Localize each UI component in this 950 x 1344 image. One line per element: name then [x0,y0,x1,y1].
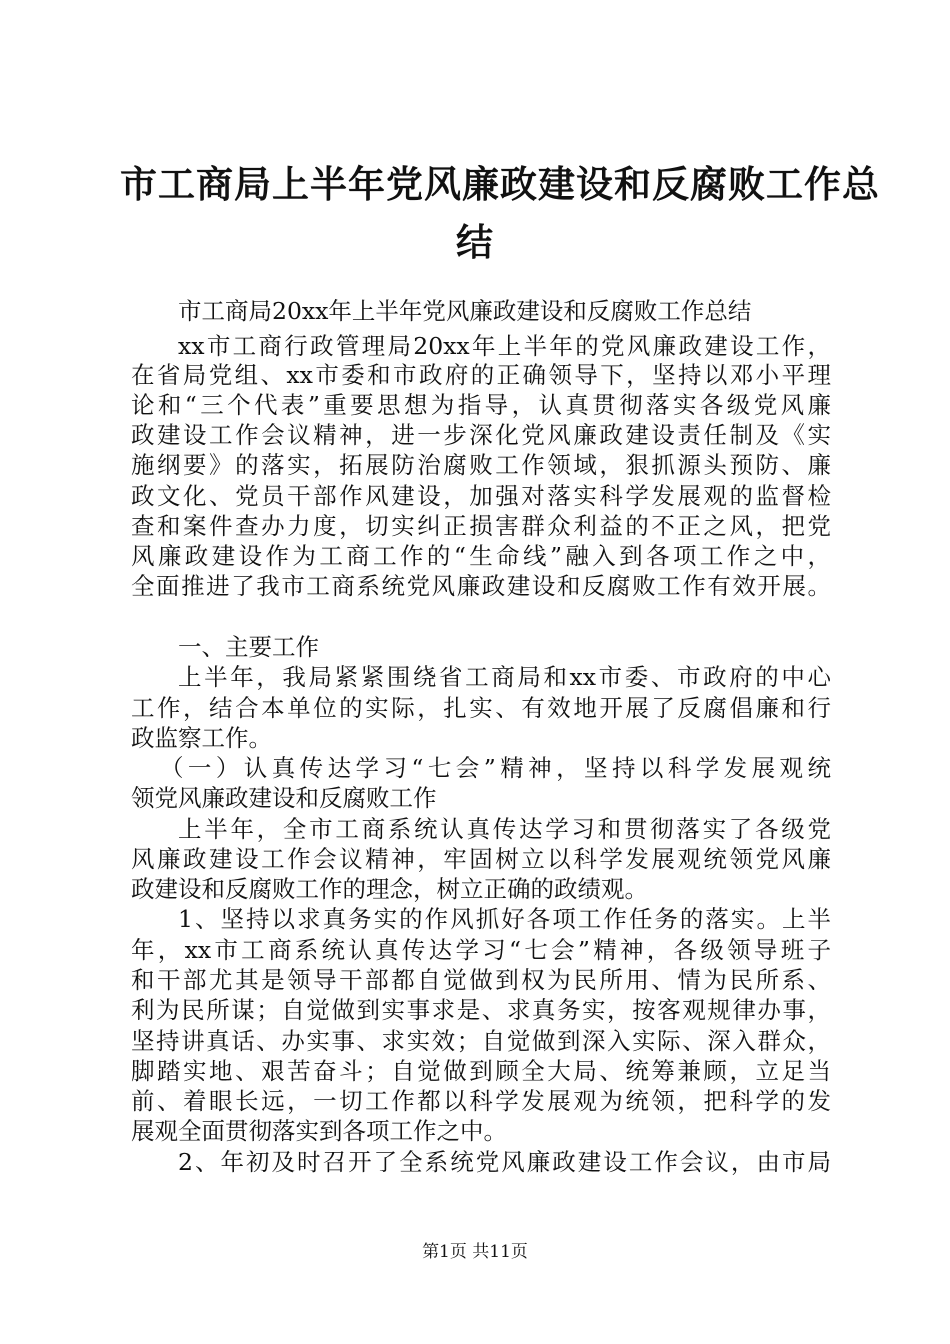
body-line: 脚踏实地、艰苦奋斗；自觉做到顾全大局、统筹兼顾，立足当 [131,1057,831,1085]
body-line: 和干部尤其是领导干部都自觉做到权为民所用、情为民所系、 [131,966,831,994]
page-number-footer: 第1页 共11页 [422,1242,528,1262]
document-title-line-2: 结 [456,220,494,264]
body-line: 工作，结合本单位的实际，扎实、有效地开展了反腐倡廉和行 [131,694,831,722]
body-line: 利为民所谋；自觉做到实事求是、求真务实，按客观规律办事， [131,996,831,1024]
section-heading: 一、主要工作 [178,633,319,661]
body-line: 上半年，我局紧紧围绕省工商局和xx市委、市政府的中心 [178,663,831,691]
subtitle-line: 市工商局20xx年上半年党风廉政建设和反腐败工作总结 [178,297,752,325]
body-line: 坚持讲真话、办实事、求实效；自觉做到深入实际、深入群众， [131,1027,831,1055]
body-line: 年，xx市工商系统认真传达学习“七会”精神，各级领导班子 [131,936,831,964]
body-line: 查和案件查办力度，切实纠正损害群众利益的不正之风，把党 [131,512,831,540]
body-line: 政建设和反腐败工作的理念，树立正确的政绩观。 [131,875,648,903]
subsection-heading: （一）认真传达学习“七会”精神，坚持以科学发展观统 [160,754,831,782]
body-line: 风廉政建设作为工商工作的“生命线”融入到各项工作之中， [131,542,831,570]
body-line: 2、年初及时召开了全系统党风廉政建设工作会议，由市局 [178,1148,831,1176]
body-line: 政文化、党员干部作风建设，加强对落实科学发展观的监督检 [131,482,831,510]
body-line: 政建设工作会议精神，进一步深化党风廉政建设责任制及《实 [131,421,831,449]
body-line: 风廉政建设工作会议精神，牢固树立以科学发展观统领党风廉 [131,845,831,873]
body-line: xx市工商行政管理局20xx年上半年的党风廉政建设工作， [178,332,831,360]
body-line: 展观全面贯彻落实到各项工作之中。 [131,1117,507,1145]
body-line: 论和“三个代表”重要思想为指导，认真贯彻落实各级党风廉 [131,391,831,419]
subsection-heading: 领党风廉政建设和反腐败工作 [131,784,437,812]
body-line: 上半年，全市工商系统认真传达学习和贯彻落实了各级党 [178,815,831,843]
body-line: 在省局党组、xx市委和市政府的正确领导下，坚持以邓小平理 [131,361,831,389]
body-line: 前、着眼长远，一切工作都以科学发展观为统领，把科学的发 [131,1087,831,1115]
body-line: 政监察工作。 [131,724,272,752]
body-line: 施纲要》的落实，拓展防治腐败工作领域，狠抓源头预防、廉 [131,451,831,479]
body-line: 全面推进了我市工商系统党风廉政建设和反腐败工作有效开展。 [131,572,831,600]
body-line: 1、坚持以求真务实的作风抓好各项工作任务的落实。上半 [178,905,831,933]
document-title-line-1: 市工商局上半年党风廉政建设和反腐败工作总 [120,162,880,206]
